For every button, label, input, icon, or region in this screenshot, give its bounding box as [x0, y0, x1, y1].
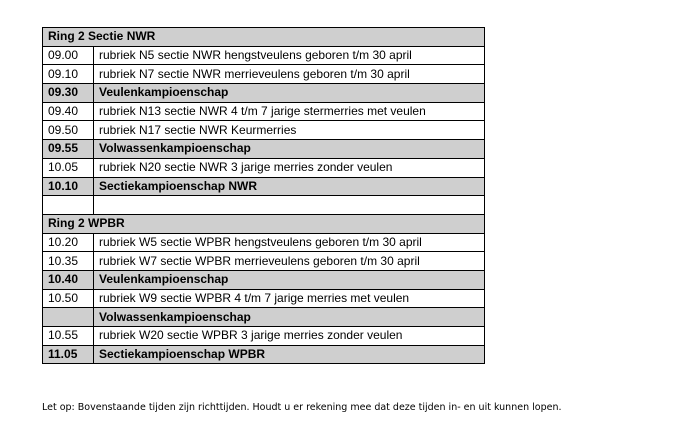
row-description: Veulenkampioenschap [94, 84, 485, 103]
row-time: 10.20 [43, 233, 94, 252]
schedule-row [43, 327, 485, 346]
championship-row [43, 345, 485, 364]
schedule-row [43, 233, 485, 252]
schedule-row [43, 46, 485, 65]
row-description [94, 196, 485, 215]
row-description: rubriek W9 sectie WPBR 4 t/m 7 jarige merries met veulen [94, 289, 485, 308]
schedule-row [43, 102, 485, 121]
row-time: 11.05 [43, 345, 94, 364]
row-time: 10.05 [43, 158, 94, 177]
row-time: 10.55 [43, 327, 94, 346]
schedule-table [42, 27, 485, 364]
section-header: Ring 2 WPBR [43, 214, 485, 233]
row-time [43, 196, 94, 215]
row-time: 10.50 [43, 289, 94, 308]
championship-row [43, 308, 485, 327]
row-description: rubriek W7 sectie WPBR merrieveulens geboren t/m 30 april [94, 252, 485, 271]
disclaimer-note: Let op: Bovenstaande tijden zijn richttijden. Houdt u er rekening mee dat deze tijden in- en uit kunnen lopen. [42, 402, 562, 413]
section-header-row [43, 28, 485, 47]
row-description: Volwassenkampioenschap [94, 140, 485, 159]
championship-row [43, 84, 485, 103]
row-time: 09.00 [43, 46, 94, 65]
row-time: 10.10 [43, 177, 94, 196]
empty-row [43, 196, 485, 215]
championship-row [43, 140, 485, 159]
schedule-row [43, 121, 485, 140]
row-description: Veulenkampioenschap [94, 270, 485, 289]
row-time: 10.40 [43, 270, 94, 289]
schedule-row [43, 289, 485, 308]
row-time: 10.35 [43, 252, 94, 271]
row-time: 09.55 [43, 140, 94, 159]
championship-row [43, 177, 485, 196]
row-description: Volwassenkampioenschap [94, 308, 485, 327]
schedule-row [43, 252, 485, 271]
section-header: Ring 2 Sectie NWR [43, 28, 485, 47]
schedule-row [43, 158, 485, 177]
row-description: rubriek N20 sectie NWR 3 jarige merries zonder veulen [94, 158, 485, 177]
row-description: rubriek N17 sectie NWR Keurmerries [94, 121, 485, 140]
row-description: Sectiekampioenschap WPBR [94, 345, 485, 364]
row-time: 09.10 [43, 65, 94, 84]
row-description: rubriek W20 sectie WPBR 3 jarige merries zonder veulen [94, 327, 485, 346]
row-description: Sectiekampioenschap NWR [94, 177, 485, 196]
row-time: 09.30 [43, 84, 94, 103]
championship-row [43, 270, 485, 289]
row-time: 09.40 [43, 102, 94, 121]
row-description: rubriek N13 sectie NWR 4 t/m 7 jarige stermerries met veulen [94, 102, 485, 121]
section-header-row [43, 214, 485, 233]
schedule-row [43, 65, 485, 84]
row-description: rubriek N5 sectie NWR hengstveulens geboren t/m 30 april [94, 46, 485, 65]
row-description: rubriek N7 sectie NWR merrieveulens geboren t/m 30 april [94, 65, 485, 84]
row-time: 09.50 [43, 121, 94, 140]
row-time [43, 308, 94, 327]
row-description: rubriek W5 sectie WPBR hengstveulens geboren t/m 30 april [94, 233, 485, 252]
